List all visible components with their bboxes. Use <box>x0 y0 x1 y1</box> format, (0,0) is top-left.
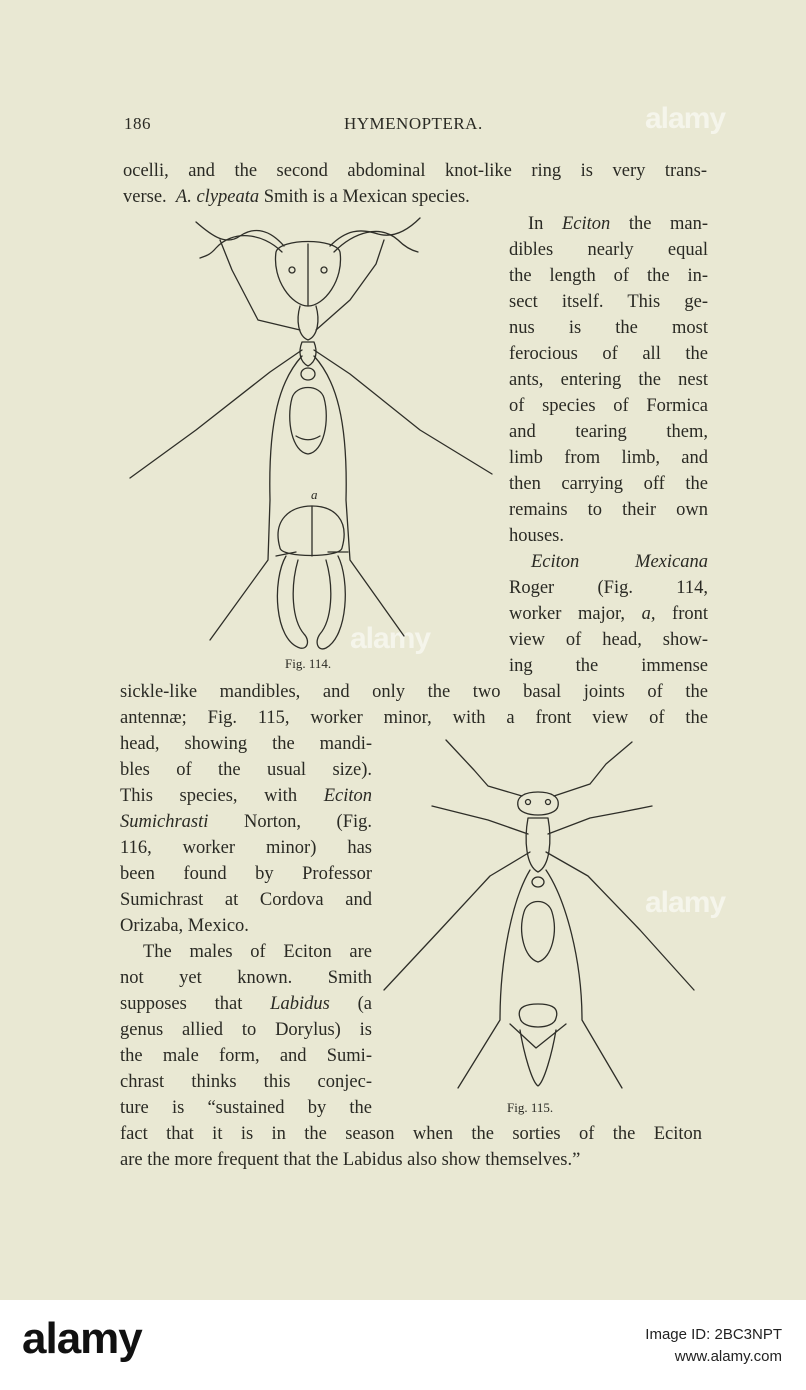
text-line: ferocious of all the <box>509 344 708 364</box>
text-line: then carrying off the <box>509 474 708 494</box>
text-line: the male form, and Sumi- <box>120 1046 372 1066</box>
text-line: This species, with Eciton <box>120 786 372 806</box>
image-info <box>645 1324 782 1368</box>
text-line: antennæ; Fig. 115, worker minor, with a front view of the <box>120 708 708 728</box>
text-line: limb from limb, and <box>509 448 708 468</box>
watermark: alamy <box>645 102 726 135</box>
figure-115-caption: Fig. 115. <box>507 1100 554 1115</box>
text-line: and tearing them, <box>509 422 708 442</box>
text-line: chrast thinks this conjec- <box>120 1072 372 1092</box>
text-line: verse. A. clypeata Smith is a Mexican species. <box>123 187 470 207</box>
text-line: fact that it is in the season when the sorties of the Eciton <box>120 1124 702 1144</box>
text-line: ants, entering the nest <box>509 370 708 390</box>
text-line: 116, worker minor) has <box>120 838 372 858</box>
text-line: supposes that Labidus (a <box>120 994 372 1014</box>
text-line: Orizaba, Mexico. <box>120 916 249 936</box>
text-line: ocelli, and the second abdominal knot-like ring is very trans- <box>123 161 707 181</box>
text-line: ing the immense <box>509 656 708 676</box>
text-line: bles of the usual size). <box>120 760 372 780</box>
text-line: Sumichrasti Norton, (Fig. <box>120 812 373 832</box>
text-line: of species of Formica <box>509 396 708 416</box>
text-line: Roger (Fig. 114, <box>509 578 708 598</box>
text-line: head, showing the mandi- <box>120 734 372 754</box>
running-title: HYMENOPTERA. <box>344 114 483 133</box>
text-line: the length of the in- <box>509 266 708 286</box>
text-line: are the more frequent that the Labidus also show themselves.” <box>120 1150 581 1170</box>
text-line: been found by Professor <box>120 864 372 884</box>
alamy-logo: alamy <box>22 1314 142 1363</box>
text-line: not yet known. Smith <box>120 968 372 988</box>
text-line: Eciton Mexicana <box>531 552 708 572</box>
text-line: Sumichrast at Cordova and <box>120 890 372 910</box>
image-id: Image ID: 2BC3NPT <box>645 1326 782 1343</box>
text-line: sickle-like mandibles, and only the two basal joints of the <box>120 682 708 702</box>
figure-114-ant-illustration <box>120 205 505 660</box>
text-line: The males of Eciton are <box>143 942 372 962</box>
watermark: alamy <box>350 622 431 655</box>
page-number: 186 <box>124 114 151 133</box>
figure-114-caption: Fig. 114. <box>285 656 332 671</box>
text-line: houses. <box>509 526 564 546</box>
text-line: ture is “sustained by the <box>120 1098 372 1118</box>
text-line: In Eciton the man- <box>528 214 709 234</box>
watermark: alamy <box>645 886 726 919</box>
text-line: dibles nearly equal <box>509 240 708 260</box>
text-line: remains to their own <box>509 500 708 520</box>
figure-115-ant-illustration <box>380 735 700 1095</box>
text-line: sect itself. This ge- <box>509 292 708 312</box>
text-line: worker major, a, front <box>509 604 709 624</box>
text-line: view of head, show- <box>509 630 708 650</box>
figure-114-label: a <box>311 487 318 502</box>
text-line: genus allied to Dorylus) is <box>120 1020 372 1040</box>
site-url: www.alamy.com <box>674 1348 782 1365</box>
text-line: nus is the most <box>509 318 708 338</box>
